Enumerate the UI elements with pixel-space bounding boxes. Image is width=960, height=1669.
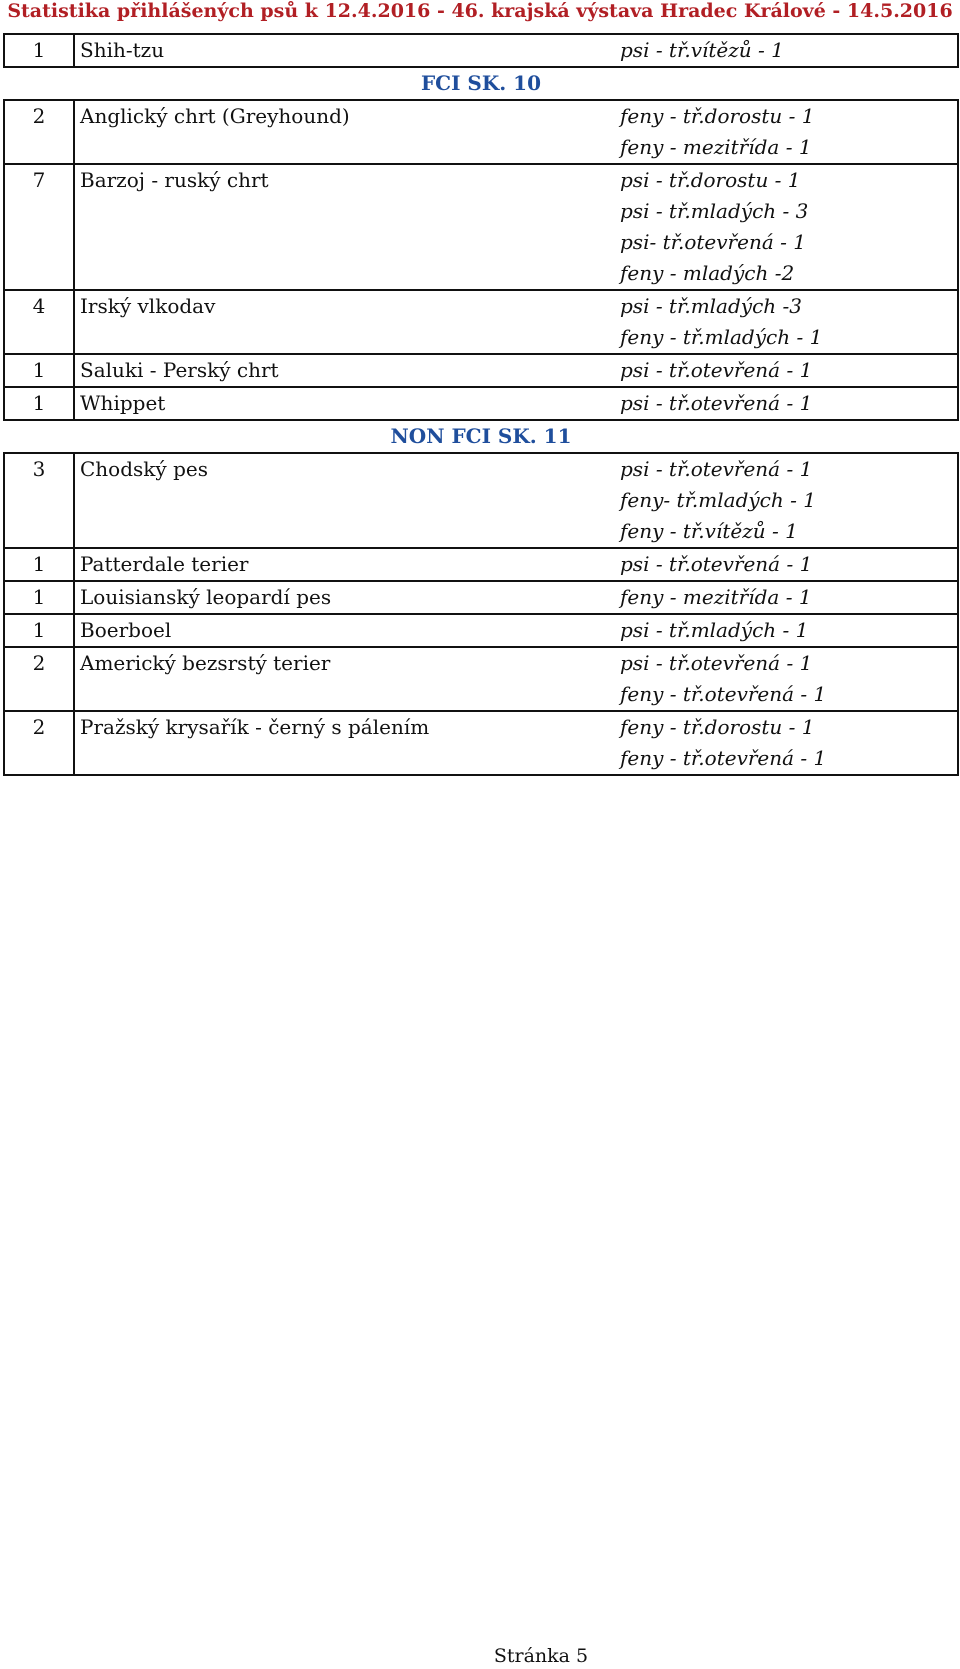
class-entry: feny - mladých -2 [620,261,795,285]
breed-name: Barzoj - ruský chrt [74,164,620,290]
table-row [4,453,958,548]
page-number: Stránka 5 [493,1645,589,1667]
class-entry: psi - tř.dorostu - 1 [620,168,801,192]
class-entry: psi - tř.vítězů - 1 [620,38,784,62]
class-entry: feny - tř.otevřená - 1 [620,682,827,706]
class-entry: psi - tř.mladých - 1 [620,618,809,642]
table-row [4,290,958,354]
class-entry: psi- tř.otevřená - 1 [620,230,806,254]
entry-count: 4 [4,290,74,354]
table-row [4,614,958,647]
breed-name: Patterdale terier [74,548,620,581]
breed-name: Boerboel [74,614,620,647]
table-body [4,34,958,775]
entry-count: 2 [4,647,74,711]
table-row [4,164,958,290]
section-heading: FCI SK. 10 [420,71,542,95]
breed-name: Chodský pes [74,453,620,548]
class-list [620,290,958,354]
table-row [4,581,958,614]
table-row [4,100,958,164]
breed-name: Shih-tzu [74,34,620,67]
breed-name: Irský vlkodav [74,290,620,354]
class-entry: psi - tř.otevřená - 1 [620,391,813,415]
entry-count: 1 [4,387,74,420]
entry-count: 1 [4,34,74,67]
breed-name: Whippet [74,387,620,420]
class-entry: psi - tř.mladých - 3 [620,199,809,223]
entry-count: 2 [4,711,74,775]
entry-count: 1 [4,548,74,581]
section-heading-row [4,67,958,100]
entry-count: 1 [4,614,74,647]
class-entry: feny - tř.otevřená - 1 [620,746,827,770]
breed-name: Louisianský leopardí pes [74,581,620,614]
class-entry: feny - mezitřída - 1 [620,135,812,159]
breed-name: Pražský krysařík - černý s pálením [74,711,620,775]
table-row [4,34,958,67]
table-row [4,548,958,581]
class-list [620,453,958,548]
entry-count: 2 [4,100,74,164]
class-list [620,164,958,290]
class-entry: psi - tř.otevřená - 1 [620,651,813,675]
class-entry: feny - tř.mladých - 1 [620,325,823,349]
class-entry: feny - tř.dorostu - 1 [620,104,815,128]
class-list [620,548,958,581]
section-heading: NON FCI SK. 11 [390,424,572,448]
class-entry: psi - tř.otevřená - 1 [620,552,813,576]
class-entry: psi - tř.otevřená - 1 [620,457,813,481]
class-list [620,711,958,775]
breed-name: Saluki - Perský chrt [74,354,620,387]
class-entry: feny - mezitřída - 1 [620,585,812,609]
class-list [620,34,958,67]
class-list [620,354,958,387]
class-list [620,387,958,420]
section-heading-row [4,420,958,453]
entry-count: 7 [4,164,74,290]
class-list [620,614,958,647]
registrations-table [3,33,959,776]
page-title: Statistika přihlášených psů k 12.4.2016 - 46. krajská výstava Hradec Králové - 14.5.2016 [7,0,953,22]
breed-name: Anglický chrt (Greyhound) [74,100,620,164]
breed-name: Americký bezsrstý terier [74,647,620,711]
table-row [4,711,958,775]
class-entry: feny - tř.vítězů - 1 [620,519,798,543]
entry-count: 1 [4,354,74,387]
class-entry: feny - tř.dorostu - 1 [620,715,815,739]
class-entry: psi - tř.mladých -3 [620,294,803,318]
entry-count: 3 [4,453,74,548]
class-list [620,647,958,711]
class-entry: feny- tř.mladých - 1 [620,488,816,512]
table-row [4,354,958,387]
table-row [4,647,958,711]
entry-count: 1 [4,581,74,614]
class-list [620,100,958,164]
table-row [4,387,958,420]
class-list [620,581,958,614]
class-entry: psi - tř.otevřená - 1 [620,358,813,382]
